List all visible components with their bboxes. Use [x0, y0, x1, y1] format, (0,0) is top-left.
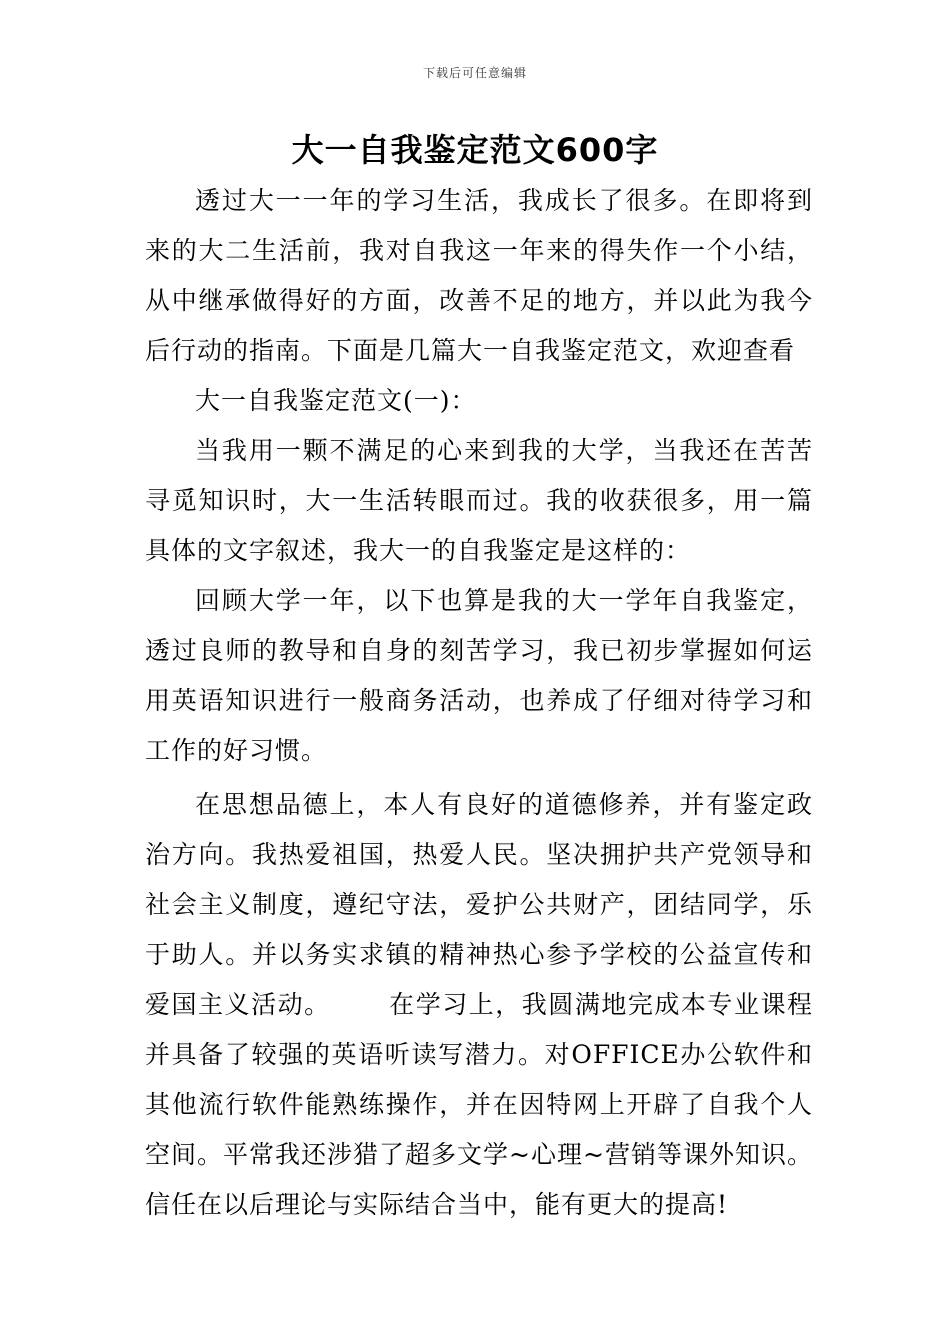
- document-body: [145, 176, 813, 1230]
- body-paragraph: 当我用一颗不满足的心来到我的大学，当我还在苦苦寻觅知识时，大一生活转眼而过。我的收获很多，用一篇具体的文字叙述，我大一的自我鉴定是这样的：: [145, 436, 813, 565]
- intro-paragraph: 透过大一一年的学习生活，我成长了很多。在即将到来的大二生活前，我对自我这一年来的得失作一个小结，从中继承做得好的方面，改善不足的地方，并以此为我今后行动的指南。下面是几篇大一自我鉴定范文，欢迎查看: [145, 186, 813, 365]
- header-note: 下载后可任意编辑: [422, 66, 527, 80]
- document-title: 大一自我鉴定范文600字: [291, 131, 659, 169]
- study-text: 在学习上，我圆满地完成本专业课程并具备了较强的英语听读写潜力。对OFFICE办公软件和其他流行软件能熟练操作，并在因特网上开辟了自我个人空间。平常我还涉猎了超多文学~心理~营销等课外知识。信任在以后理论与实际结合当中，能有更大的提高!: [145, 990, 813, 1219]
- body-paragraph: 回顾大学一年，以下也算是我的大一学年自我鉴定，透过良师的教导和自身的刻苦学习，我已初步掌握如何运用英语知识进行一般商务活动，也养成了仔细对待学习和工作的好习惯。: [145, 586, 813, 765]
- body-paragraph: [145, 780, 813, 1230]
- section-heading: 大一自我鉴定范文(一)：: [195, 386, 477, 415]
- morality-text: 在思想品德上，本人有良好的道德修养，并有鉴定政治方向。我热爱祖国，热爱人民。坚决拥护共产党领导和社会主义制度，遵纪守法，爱护公共财产，团结同学，乐于助人。并以务实求镇的精神热心参予学校的公益宣传和爱国主义活动。: [145, 790, 813, 1019]
